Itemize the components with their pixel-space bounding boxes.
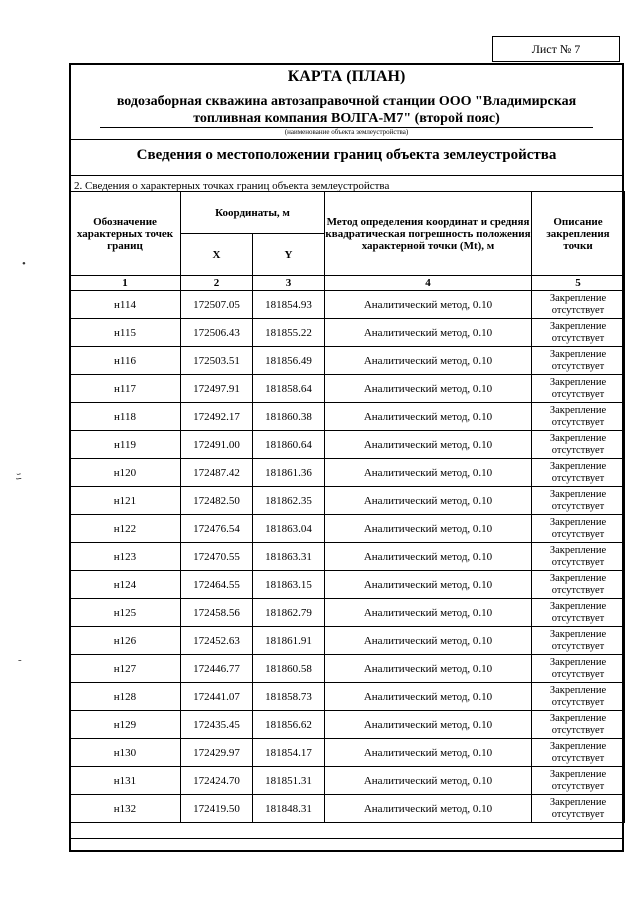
- coordinate-y: 181863.04: [253, 515, 325, 543]
- sheet-number-label: Лист № 7: [492, 36, 620, 62]
- table-row: [70, 627, 625, 655]
- column-number: 5: [532, 276, 625, 291]
- frame-bottom-divider: [69, 838, 624, 839]
- method-cell: Аналитический метод, 0.10: [325, 515, 532, 543]
- coordinate-y: 181858.64: [253, 375, 325, 403]
- coordinate-y: 181863.31: [253, 543, 325, 571]
- table-row: [70, 459, 625, 487]
- column-number: 4: [325, 276, 532, 291]
- header-y: Y: [253, 234, 325, 276]
- description-cell: Закрепление отсутствует: [532, 347, 625, 375]
- method-cell: Аналитический метод, 0.10: [325, 431, 532, 459]
- point-designation: н114: [70, 291, 181, 319]
- method-cell: Аналитический метод, 0.10: [325, 319, 532, 347]
- method-cell: Аналитический метод, 0.10: [325, 571, 532, 599]
- table-row: [70, 655, 625, 683]
- method-cell: Аналитический метод, 0.10: [325, 403, 532, 431]
- description-cell: Закрепление отсутствует: [532, 431, 625, 459]
- description-cell: Закрепление отсутствует: [532, 571, 625, 599]
- method-cell: Аналитический метод, 0.10: [325, 599, 532, 627]
- coordinate-x: 172492.17: [181, 403, 253, 431]
- method-cell: Аналитический метод, 0.10: [325, 375, 532, 403]
- coordinate-x: 172446.77: [181, 655, 253, 683]
- column-number: 3: [253, 276, 325, 291]
- column-number: 2: [181, 276, 253, 291]
- table-row: [70, 739, 625, 767]
- point-designation: н121: [70, 487, 181, 515]
- coordinate-y: 181860.38: [253, 403, 325, 431]
- method-cell: Аналитический метод, 0.10: [325, 487, 532, 515]
- table-row: [70, 571, 625, 599]
- coordinate-y: 181858.73: [253, 683, 325, 711]
- description-cell: Закрепление отсутствует: [532, 739, 625, 767]
- point-designation: н131: [70, 767, 181, 795]
- table-row: [70, 599, 625, 627]
- divider-title: [69, 139, 624, 140]
- coordinate-x: 172503.51: [181, 347, 253, 375]
- table-row: [70, 319, 625, 347]
- point-designation: н120: [70, 459, 181, 487]
- coordinate-x: 172476.54: [181, 515, 253, 543]
- coordinate-y: 181854.17: [253, 739, 325, 767]
- map-title: КАРТА (ПЛАН): [287, 68, 406, 85]
- coordinate-y: 181861.36: [253, 459, 325, 487]
- description-cell: Закрепление отсутствует: [532, 515, 625, 543]
- subsection-title: 2. Сведения о характерных точках границ объекта землеустройства: [74, 180, 390, 192]
- point-designation: н115: [70, 319, 181, 347]
- table-row: [70, 375, 625, 403]
- description-cell: Закрепление отсутствует: [532, 459, 625, 487]
- point-designation: н127: [70, 655, 181, 683]
- point-designation: н125: [70, 599, 181, 627]
- header-coordinates: Координаты, м: [181, 192, 325, 234]
- coordinate-x: 172452.63: [181, 627, 253, 655]
- description-cell: Закрепление отсутствует: [532, 403, 625, 431]
- method-cell: Аналитический метод, 0.10: [325, 347, 532, 375]
- table-row: [70, 795, 625, 823]
- coordinate-x: 172419.50: [181, 795, 253, 823]
- coordinate-x: 172507.05: [181, 291, 253, 319]
- header-designation: Обозначение характерных точек границ: [70, 192, 181, 276]
- table-row: [70, 515, 625, 543]
- coordinate-y: 181855.22: [253, 319, 325, 347]
- table-row: [70, 347, 625, 375]
- method-cell: Аналитический метод, 0.10: [325, 767, 532, 795]
- point-designation: н123: [70, 543, 181, 571]
- point-designation: н126: [70, 627, 181, 655]
- description-cell: Закрепление отсутствует: [532, 683, 625, 711]
- divider-section: [69, 175, 624, 176]
- coordinate-x: 172491.00: [181, 431, 253, 459]
- method-cell: Аналитический метод, 0.10: [325, 655, 532, 683]
- method-cell: Аналитический метод, 0.10: [325, 683, 532, 711]
- table-row: [70, 543, 625, 571]
- coordinate-y: 181848.31: [253, 795, 325, 823]
- point-designation: н124: [70, 571, 181, 599]
- object-name-line-1: водозаборная скважина автозаправочной станции ООО "Владимирская: [116, 94, 577, 109]
- description-cell: Закрепление отсутствует: [532, 655, 625, 683]
- table-row: [70, 487, 625, 515]
- table-row: [70, 431, 625, 459]
- point-designation: н118: [70, 403, 181, 431]
- coordinate-x: 172487.42: [181, 459, 253, 487]
- description-cell: Закрепление отсутствует: [532, 487, 625, 515]
- object-name-caption: (наименование объекта землеустройства): [284, 128, 409, 136]
- table-row: [70, 291, 625, 319]
- coordinate-x: 172482.50: [181, 487, 253, 515]
- coordinate-x: 172470.55: [181, 543, 253, 571]
- method-cell: Аналитический метод, 0.10: [325, 543, 532, 571]
- description-cell: Закрепление отсутствует: [532, 795, 625, 823]
- coordinate-y: 181860.58: [253, 655, 325, 683]
- description-cell: Закрепление отсутствует: [532, 543, 625, 571]
- coordinate-x: 172435.45: [181, 711, 253, 739]
- description-cell: Закрепление отсутствует: [532, 627, 625, 655]
- table-row: [70, 683, 625, 711]
- method-cell: Аналитический метод, 0.10: [325, 291, 532, 319]
- scan-mark: ﾆ: [16, 471, 22, 483]
- coordinate-x: 172458.56: [181, 599, 253, 627]
- point-designation: н119: [70, 431, 181, 459]
- table-row: [70, 711, 625, 739]
- object-name-line-2: топливная компания ВОЛГА-М7" (второй пояс): [193, 111, 500, 126]
- boundary-points-table: [69, 191, 625, 823]
- coordinate-x: 172497.91: [181, 375, 253, 403]
- coordinate-y: 181860.64: [253, 431, 325, 459]
- description-cell: Закрепление отсутствует: [532, 599, 625, 627]
- method-cell: Аналитический метод, 0.10: [325, 739, 532, 767]
- coordinate-x: 172424.70: [181, 767, 253, 795]
- point-designation: н128: [70, 683, 181, 711]
- point-designation: н130: [70, 739, 181, 767]
- coordinate-x: 172441.07: [181, 683, 253, 711]
- table-body: [70, 291, 625, 823]
- coordinate-x: 172464.55: [181, 571, 253, 599]
- header-method: Метод определения координат и средняя квадратическая погрешность положения характерной точки (Mt), м: [325, 192, 532, 276]
- table-row: [70, 403, 625, 431]
- point-designation: н129: [70, 711, 181, 739]
- description-cell: Закрепление отсутствует: [532, 375, 625, 403]
- coordinate-y: 181861.91: [253, 627, 325, 655]
- table-row: [70, 767, 625, 795]
- point-designation: н122: [70, 515, 181, 543]
- section-title: Сведения о местоположении границ объекта землеустройства: [136, 147, 557, 163]
- coordinate-y: 181863.15: [253, 571, 325, 599]
- coordinate-y: 181862.35: [253, 487, 325, 515]
- method-cell: Аналитический метод, 0.10: [325, 459, 532, 487]
- scan-mark: -: [18, 654, 22, 666]
- method-cell: Аналитический метод, 0.10: [325, 711, 532, 739]
- scan-mark: •: [22, 258, 26, 270]
- point-designation: н117: [70, 375, 181, 403]
- coordinate-y: 181862.79: [253, 599, 325, 627]
- object-name: [80, 93, 613, 127]
- column-number: 1: [70, 276, 181, 291]
- description-cell: Закрепление отсутствует: [532, 291, 625, 319]
- coordinate-y: 181856.62: [253, 711, 325, 739]
- description-cell: Закрепление отсутствует: [532, 767, 625, 795]
- method-cell: Аналитический метод, 0.10: [325, 627, 532, 655]
- coordinate-y: 181851.31: [253, 767, 325, 795]
- description-cell: Закрепление отсутствует: [532, 711, 625, 739]
- point-designation: н132: [70, 795, 181, 823]
- coordinate-x: 172429.97: [181, 739, 253, 767]
- header-x: X: [181, 234, 253, 276]
- coordinate-y: 181856.49: [253, 347, 325, 375]
- coordinate-y: 181854.93: [253, 291, 325, 319]
- description-cell: Закрепление отсутствует: [532, 319, 625, 347]
- method-cell: Аналитический метод, 0.10: [325, 795, 532, 823]
- point-designation: н116: [70, 347, 181, 375]
- header-description: Описание закрепления точки: [532, 192, 625, 276]
- coordinate-x: 172506.43: [181, 319, 253, 347]
